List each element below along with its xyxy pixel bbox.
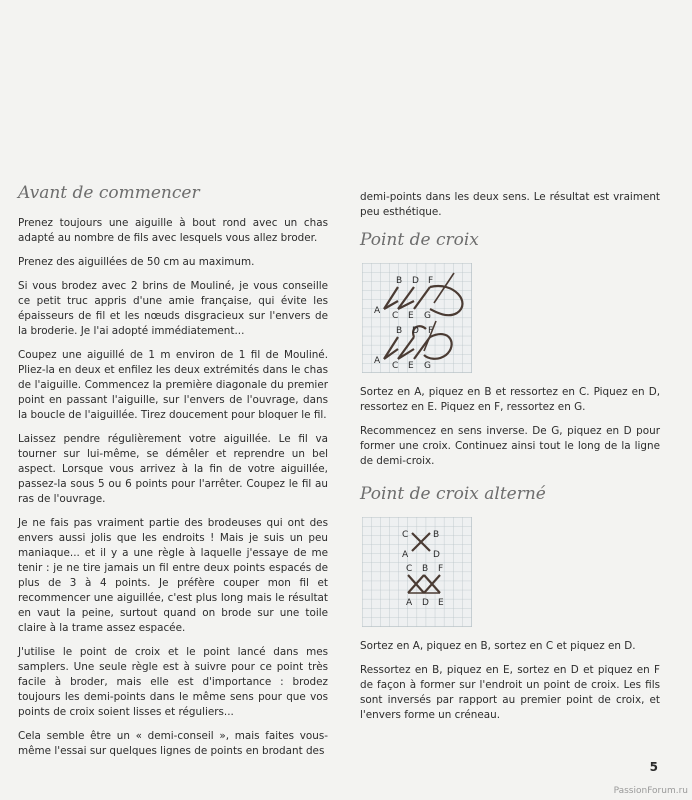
- label-b: B: [396, 276, 403, 286]
- label-g: G: [424, 361, 431, 371]
- left-column: [18, 182, 328, 768]
- page-number: 5: [649, 760, 658, 774]
- watermark: PassionForum.ru: [613, 786, 688, 796]
- paragraph: Prenez des aiguillées de 50 cm au maximum.: [18, 256, 255, 268]
- label-c: C: [392, 311, 399, 321]
- paragraph: Coupez une aiguillé de 1 m environ de 1 fil de Mouliné. Pliez-la en deux et enfilez les deux extrémités dans le chas de l'aiguille. Commencez la première diagonale du premier point en passant l'aiguille, sur l'envers de l'ouvrage, dans la boucle de l'aiguillée. Tirez doucement pour bloquer le fil.: [18, 349, 328, 421]
- label-d: D: [433, 550, 440, 560]
- section-title-avant: Avant de commencer: [18, 183, 200, 203]
- label-f: F: [428, 276, 434, 286]
- section-title-point-de-croix-alterne: Point de croix alterné: [360, 484, 546, 504]
- section-title-point-de-croix: Point de croix: [360, 230, 479, 250]
- cross-stitch-svg: [362, 263, 472, 373]
- label-e: E: [408, 361, 414, 371]
- label-a: A: [374, 306, 381, 316]
- paragraph: Si vous brodez avec 2 brins de Mouliné, je vous conseille ce petit truc appris d'une amie française, qui évite les épaisseurs de fil et les nœuds disgracieux sur l'envers de la broderie. Je l'ai adopté immédiatement...: [18, 280, 328, 337]
- paragraph: Cela semble être un « demi-conseil », mais faites vous-même l'essai sur quelques lignes de points en brodant des: [18, 730, 328, 757]
- alternating-cross-svg: [362, 517, 472, 627]
- paragraph: Recommencez en sens inverse. De G, piquez en D pour former une croix. Continuez ainsi tout le long de la ligne de demi-croix.: [360, 425, 660, 467]
- label-a: A: [402, 550, 409, 560]
- label-d: D: [412, 326, 419, 336]
- paragraph: Sortez en A, piquez en B et ressortez en C. Piquez en D, ressortez en E. Piquez en F, ressortez en G.: [360, 386, 660, 413]
- paragraph: Prenez toujours une aiguille à bout rond avec un chas adapté au nombre de fils avec lesquels vous allez broder.: [18, 217, 328, 244]
- paragraph: Laissez pendre régulièrement votre aiguillée. Le fil va tourner sur lui-même, se démêler et reprendre un bel aspect. Lorsque vous arrivez à la fin de votre aiguillée, passez-la sous 5 ou 6 points pour l'arrêter. Coupez le fil au ras de l'ouvrage.: [18, 433, 328, 505]
- label-c: C: [392, 361, 399, 371]
- paragraph: Ressortez en B, piquez en E, sortez en D et piquez en F de façon à former sur l'endroit un point de croix. Les fils sont inversés par rapport au premier point de croix, et l'envers forme un créneau.: [360, 664, 660, 721]
- label-e: E: [408, 311, 414, 321]
- label-a: A: [374, 356, 381, 366]
- label-g: G: [424, 311, 431, 321]
- alternating-cross-diagram: [362, 517, 660, 627]
- label-c: C: [406, 564, 413, 574]
- label-e: E: [438, 598, 444, 608]
- label-b: B: [396, 326, 403, 336]
- cross-stitch-diagram: [362, 263, 660, 373]
- label-f: F: [428, 326, 434, 336]
- right-column: [360, 190, 660, 732]
- label-a: A: [406, 598, 413, 608]
- label-b: B: [433, 530, 440, 540]
- label-d: D: [422, 598, 429, 608]
- paragraph: J'utilise le point de croix et le point lancé dans mes samplers. Une seule règle est à suivre pour ce point très facile à broder, mais elle est d'importance : brodez toujours les demi-points dans le même sens pour que vos points de croix soient lisses et réguliers...: [18, 646, 328, 718]
- label-d: D: [412, 276, 419, 286]
- paragraph: Sortez en A, piquez en B, sortez en C et piquez en D.: [360, 640, 636, 652]
- paragraph: Je ne fais pas vraiment partie des brodeuses qui ont des envers aussi jolis que les endroits ! Mais je suis un peu maniaque... et il y a une règle à laquelle j'essaye de me tenir : je ne tire jamais un fil entre deux points espacés de plus de 3 à 4 points. Je préfère couper mon fil et recommencer une aiguillée, c'est plus long mais le résultat en vaut la peine, surtout quand on brode sur une toile claire à la trame assez espacée.: [18, 517, 328, 634]
- label-b: B: [422, 564, 429, 574]
- paragraph: demi-points dans les deux sens. Le résultat est vraiment peu esthétique.: [360, 191, 660, 218]
- label-f: F: [438, 564, 444, 574]
- label-c: C: [402, 530, 409, 540]
